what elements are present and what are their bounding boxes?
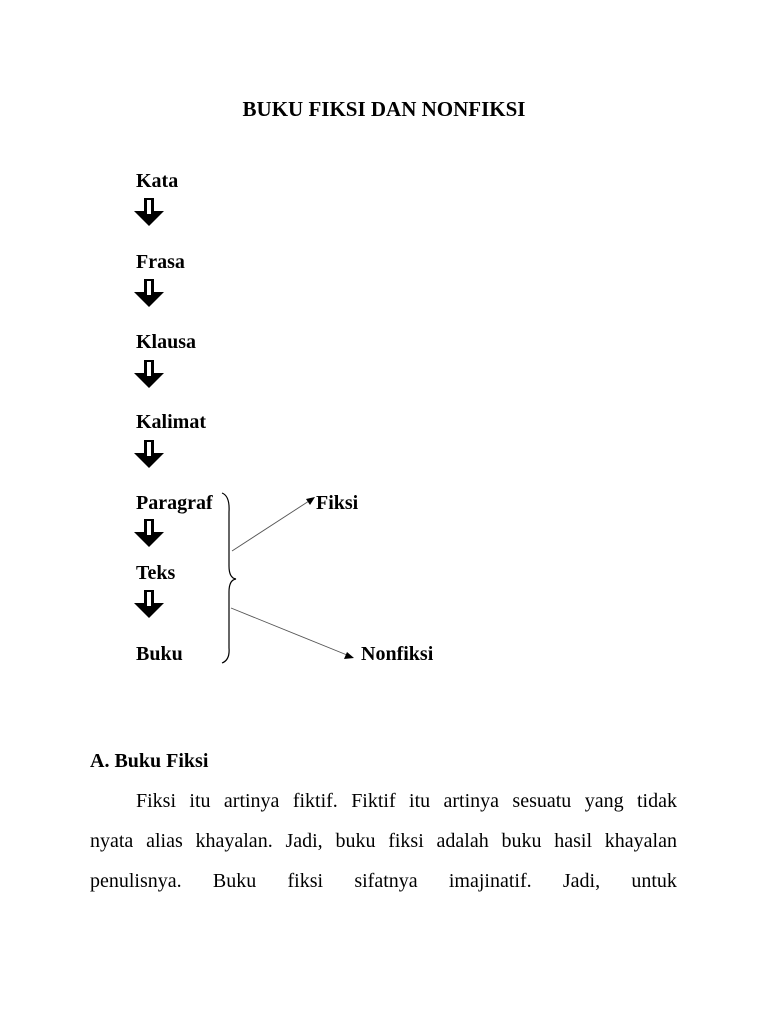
flow-item-klausa: Klausa (136, 331, 197, 353)
branch-line-fiksi (232, 501, 309, 551)
word: imajinatif. (448, 870, 532, 892)
section-heading: A. Buku Fiksi (90, 750, 209, 772)
down-arrow-icon (132, 359, 166, 389)
arrowhead-icon (306, 497, 315, 505)
word: sesuatu (512, 790, 572, 812)
word: hasil (554, 830, 593, 852)
word: Fiktif (351, 790, 396, 812)
branch-label-nonfiksi: Nonfiksi (361, 643, 434, 665)
word: penulisnya. (90, 870, 182, 892)
arrowhead-icon (344, 652, 354, 659)
word: fiktif. (292, 790, 338, 812)
down-arrow-icon (132, 439, 166, 469)
down-arrow-icon (132, 589, 166, 619)
word: Buku (212, 870, 257, 892)
word: yang (584, 790, 624, 812)
curly-brace (222, 493, 236, 663)
word: buku (501, 830, 542, 852)
branch-label-fiksi: Fiksi (316, 492, 359, 514)
word: itu (189, 790, 211, 812)
flow-item-kata: Kata (136, 170, 179, 192)
word: khayalan. (195, 830, 273, 852)
page-title: BUKU FIKSI DAN NONFIKSI (242, 97, 526, 121)
word: khayalan (604, 830, 677, 852)
word: buku (335, 830, 376, 852)
body-paragraph (90, 781, 677, 901)
word: artinya (443, 790, 500, 812)
word: alias (146, 830, 183, 852)
word: itu (409, 790, 431, 812)
down-arrow-icon (132, 278, 166, 308)
flow-item-buku: Buku (136, 643, 183, 665)
branch-line-nonfiksi (231, 608, 347, 655)
down-arrow-icon (132, 518, 166, 548)
word: Jadi, (285, 830, 323, 852)
word: artinya (223, 790, 280, 812)
flow-item-kalimat: Kalimat (136, 411, 206, 433)
flow-item-teks: Teks (136, 562, 176, 584)
word: Fiksi (136, 790, 177, 812)
paragraph-line (90, 781, 677, 821)
word: nyata (90, 830, 134, 852)
flow-item-paragraf: Paragraf (136, 492, 213, 514)
paragraph-line (90, 821, 677, 861)
word: Jadi, (562, 870, 601, 892)
word: untuk (631, 870, 677, 892)
word: fiksi (388, 830, 424, 852)
paragraph-line (90, 861, 677, 901)
flow-item-frasa: Frasa (136, 251, 185, 273)
word: fiksi (287, 870, 324, 892)
word: sifatnya (354, 870, 418, 892)
word: tidak (636, 790, 677, 812)
down-arrow-icon (132, 197, 166, 227)
word: adalah (436, 830, 489, 852)
